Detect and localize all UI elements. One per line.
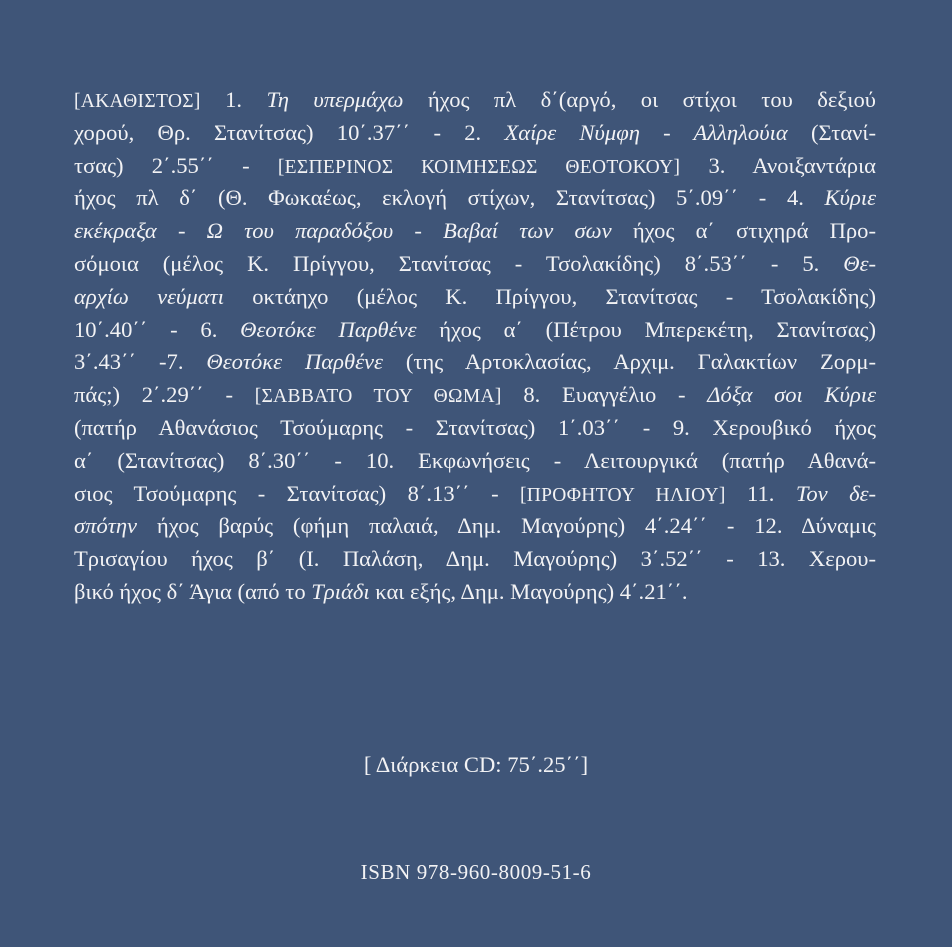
track-list	[74, 84, 876, 609]
track-list-text: βικό ήχος δ΄ Άγια (από το	[74, 578, 312, 604]
track-title-italic: Τριάδι	[311, 578, 370, 604]
track-list-text: 11.	[725, 480, 796, 506]
track-list-text: 10΄.40΄΄ - 6.	[74, 316, 241, 342]
track-list-text: τσας) 2΄.55΄΄ -	[74, 152, 278, 178]
track-list-line	[74, 215, 876, 248]
track-list-text: σιος Τσούμαρης - Στανίτσας) 8΄.13΄΄ -	[74, 480, 520, 506]
track-title-italic: Θε-	[843, 250, 876, 276]
track-list-text: Τρισαγίου ήχος β΄ (Ι. Παλάση, Δημ. Μαγούρης) 3΄.52΄΄ - 13. Χερου-	[74, 546, 876, 572]
track-list-line	[74, 543, 876, 576]
track-list-text: ήχος α΄ (Πέτρου Μπερεκέτη, Στανίτσας)	[416, 316, 877, 342]
track-list-text: 8. Ευαγγέλιο -	[501, 382, 708, 408]
section-heading: [ΠΡΟΦΗΤΟΥ ΗΛΙΟΥ]	[519, 484, 726, 506]
track-list-line	[74, 248, 876, 281]
track-title-italic: σπότην	[74, 513, 138, 539]
track-list-text: α΄ (Στανίτσας) 8΄.30΄΄ - 10. Εκφωνήσεις - Λειτουργικά (πατήρ Αθανά-	[74, 447, 876, 473]
track-list-text: 3΄.43΄΄ -7.	[74, 349, 207, 375]
isbn-number: ISBN 978-960-8009-51-6	[360, 860, 592, 884]
track-title-italic: Τη υπερμάχω	[266, 87, 404, 112]
track-list-line	[74, 182, 876, 215]
track-list-line	[74, 412, 876, 445]
section-heading: [ΑΚΑΘΙΣΤΟΣ]	[74, 91, 201, 112]
track-list-line	[74, 346, 876, 379]
track-list-line	[74, 478, 876, 511]
track-list-line	[74, 379, 876, 412]
track-list-text: (πατήρ Αθανάσιος Τσούμαρης - Στανίτσας) 1΄.03΄΄ - 9. Χερουβικό ήχος	[74, 414, 876, 440]
track-list-text: οκτάηχο (μέλος Κ. Πρίγγου, Στανίτσας - Τσολακίδης)	[223, 283, 876, 309]
track-list-line	[74, 150, 876, 183]
track-list-text: 1.	[200, 87, 267, 112]
track-list-line	[74, 576, 876, 609]
track-title-italic: εκέκραξα - Ω του παραδόξου - Βαβαί των σων	[74, 218, 612, 244]
track-title-italic: Δόξα σοι Κύριε	[707, 382, 877, 408]
track-list-line	[74, 510, 876, 543]
track-list-text: ήχος βαρύς (φήμη παλαιά, Δημ. Μαγούρης) 4΄.24΄΄ - 12. Δύναμις	[137, 513, 876, 539]
track-list-line	[74, 445, 876, 478]
track-title-italic: Θεοτόκε Παρθένε	[240, 316, 417, 342]
track-list-text: ήχος α΄ στιχηρά Προ-	[611, 218, 876, 244]
track-list-text: (Στανί-	[787, 119, 877, 145]
track-list-line	[74, 314, 876, 347]
track-title-italic: αρχίω νεύματι	[74, 283, 224, 309]
track-list-line	[74, 281, 876, 314]
section-heading: [ΣΑΒΒΑΤΟ ΤΟΥ ΘΩΜΑ]	[254, 386, 502, 408]
section-heading: [ΕΣΠΕΡΙΝΟΣ ΚΟΙΜΗΣΕΩΣ ΘΕΟΤΟΚΟΥ]	[277, 156, 681, 178]
track-title-italic: Θεοτόκε Παρθένε	[206, 349, 383, 375]
track-list-text: ήχος πλ δ΄(αργό, οι στίχοι του δεξιού	[403, 87, 876, 112]
track-list-text: πάς;) 2΄.29΄΄ -	[74, 382, 255, 408]
track-list-text: 3. Ανοιξαντάρια	[680, 152, 876, 178]
track-list-text: και εξής, Δημ. Μαγούρης) 4΄.21΄΄.	[369, 578, 688, 604]
track-list-line	[74, 117, 876, 150]
track-list-text: σόμοια (μέλος Κ. Πρίγγου, Στανίτσας - Τσολακίδης) 8΄.53΄΄ - 5.	[74, 250, 844, 276]
track-list-text: ήχος πλ δ΄ (Θ. Φωκαέως, εκλογή στίχων, Στανίτσας) 5΄.09΄΄ - 4.	[74, 185, 825, 211]
track-title-italic: Κύριε	[824, 185, 876, 211]
track-title-italic: Τον δε-	[795, 480, 877, 506]
track-list-text: (της Αρτοκλασίας, Αρχιμ. Γαλακτίων Ζορμ-	[382, 349, 876, 375]
track-list-text: χορού, Θρ. Στανίτσας) 10΄.37΄΄ - 2.	[74, 119, 505, 145]
track-list-line	[74, 84, 876, 117]
track-title-italic: Χαίρε Νύμφη - Αλληλούια	[504, 119, 788, 145]
cd-duration: [ Διάρκεια CD: 75΄.25΄΄]	[363, 752, 589, 777]
